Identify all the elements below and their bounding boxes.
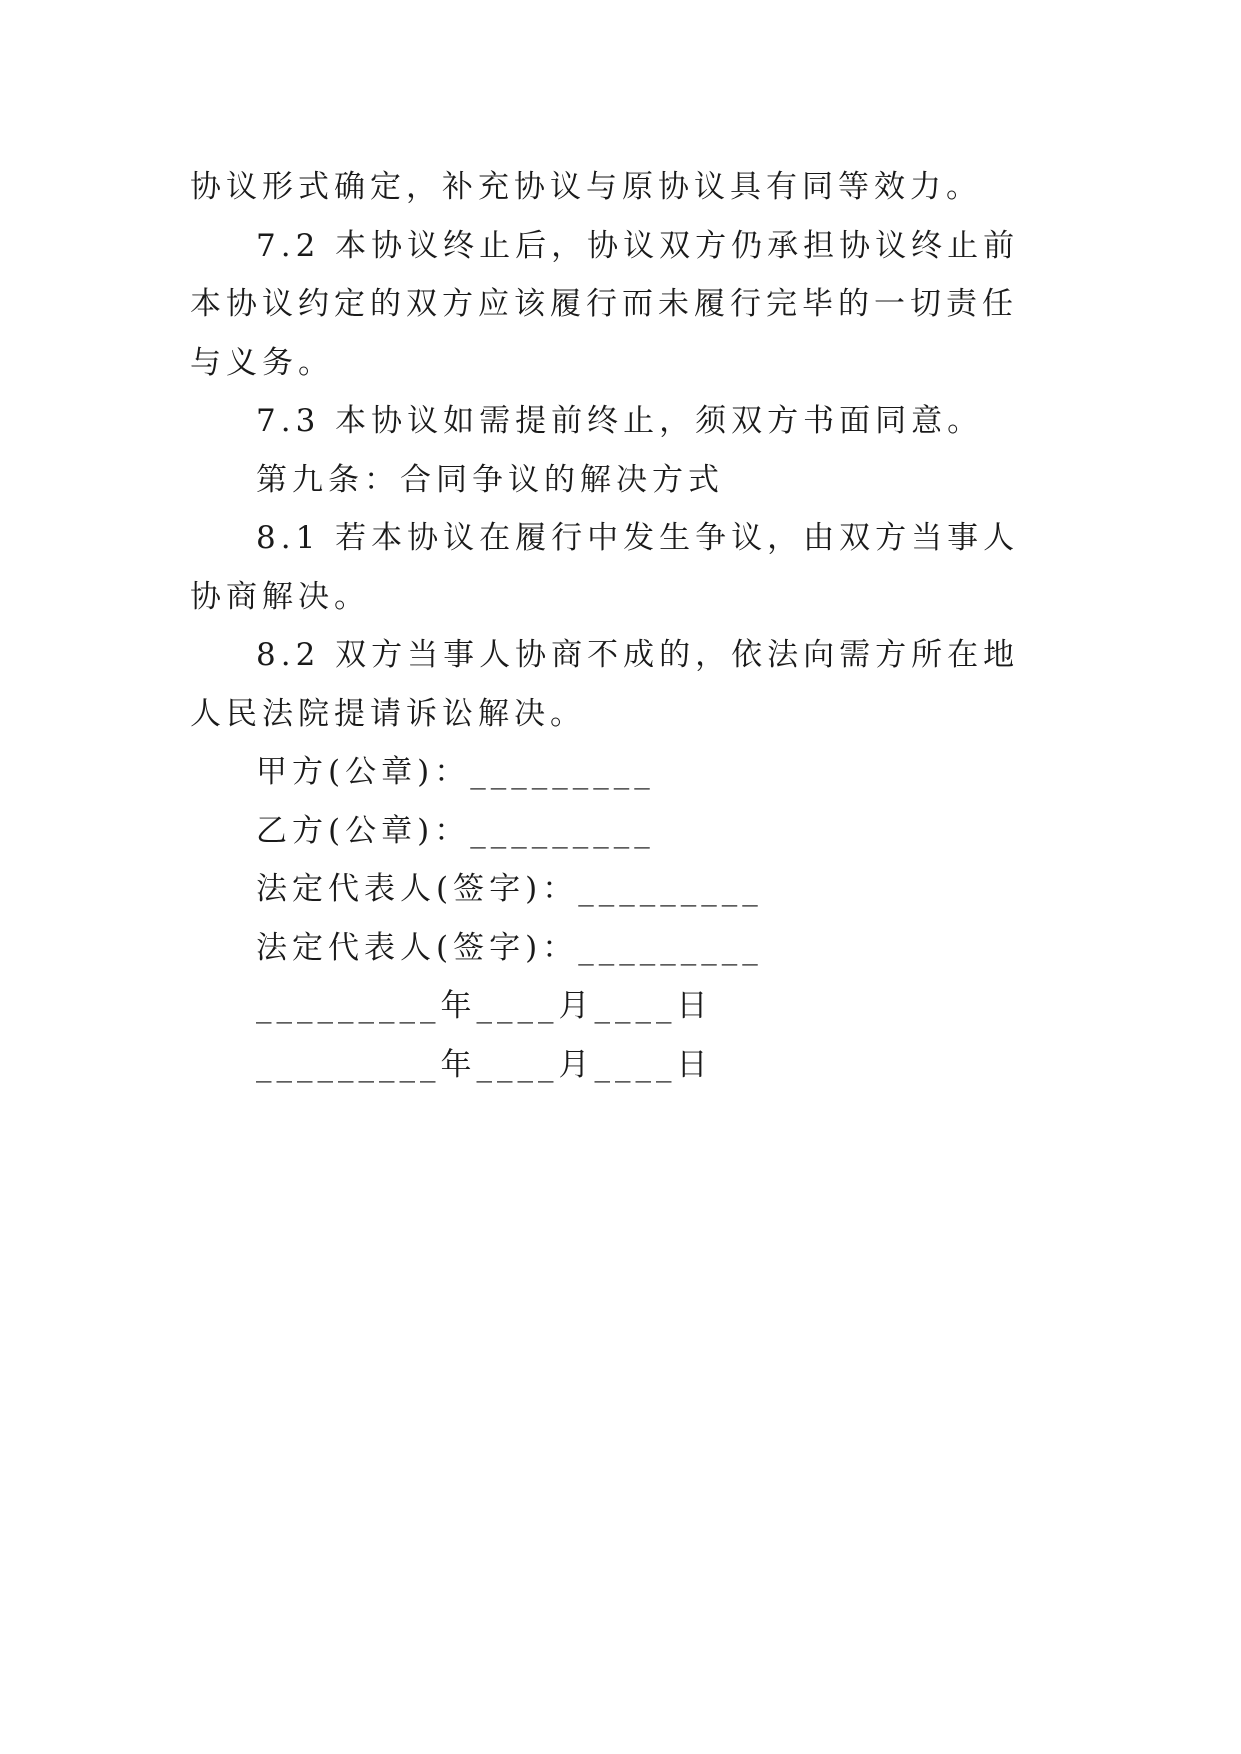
legal-representative-signature-line: 法定代表人(签字)：_________: [256, 871, 763, 907]
date-line: _________年____月____日: [256, 1046, 713, 1083]
paragraph-7-3: 7.3 本协议如需提前终止，须双方书面同意。: [256, 403, 984, 439]
legal-representative-signature-line: 法定代表人(签字)：_________: [256, 929, 763, 966]
paragraph-8-1: 8.1 若本协议在履行中发生争议，由双方当事人协商解决。: [190, 520, 1020, 615]
section-heading-article-9: 第九条：合同争议的解决方式: [256, 461, 724, 498]
paragraph-7-2: 7.2 本协议终止后，协议双方仍承担协议终止前本协议约定的双方应该履行而未履行完毕的一切责任与义务。: [190, 227, 1020, 381]
party-b-seal-line: 乙方(公章)：_________: [256, 812, 655, 849]
party-a-seal-line: 甲方(公章)：_________: [256, 754, 655, 790]
paragraph-8-2: 8.2 双方当事人协商不成的，依法向需方所在地人民法院提请诉讼解决。: [190, 637, 1020, 732]
paragraph-continuation: 协议形式确定，补充协议与原协议具有同等效力。: [190, 169, 982, 205]
document-body: [190, 158, 1050, 1094]
date-line: _________年____月____日: [256, 988, 713, 1024]
